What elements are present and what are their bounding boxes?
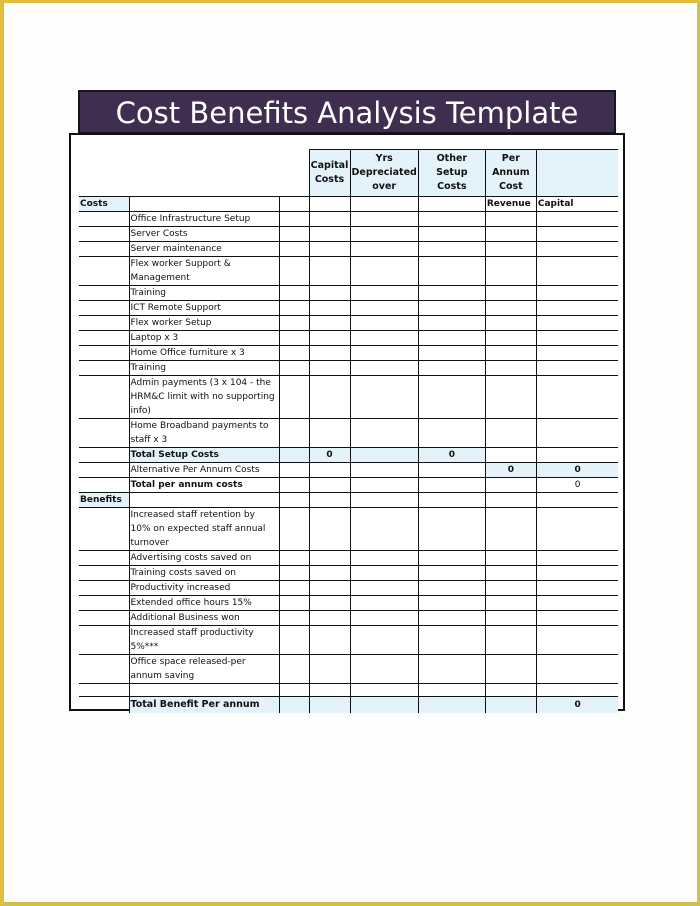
cell[interactable] <box>309 419 350 448</box>
cell <box>350 197 418 212</box>
cell <box>79 508 129 551</box>
cell <box>79 655 129 684</box>
cell[interactable] <box>279 419 309 448</box>
cost-item[interactable]: Training <box>129 286 279 301</box>
cell[interactable] <box>309 551 350 566</box>
cell[interactable] <box>350 346 418 361</box>
total-benefit-capital: 0 <box>536 697 618 713</box>
page-title: Cost Benefits Analysis Template <box>78 90 616 134</box>
cost-item[interactable]: Laptop x 3 <box>129 331 279 346</box>
header-blank <box>536 150 618 197</box>
subheader-revenue: Revenue <box>485 197 536 212</box>
cell[interactable] <box>309 566 350 581</box>
table-row <box>79 684 618 697</box>
cell <box>79 331 129 346</box>
cell[interactable] <box>309 611 350 626</box>
cell[interactable] <box>418 227 485 242</box>
cell[interactable] <box>418 212 485 227</box>
cost-item[interactable]: Office Infrastructure Setup <box>129 212 279 227</box>
cell <box>79 626 129 655</box>
cost-item[interactable]: Home Broadband payments to staff x 3 <box>129 419 279 448</box>
cell[interactable] <box>309 508 350 551</box>
cell[interactable] <box>279 463 309 478</box>
cell[interactable] <box>418 566 485 581</box>
cell[interactable] <box>418 463 485 478</box>
cell <box>79 419 129 448</box>
cell <box>79 697 129 713</box>
cell <box>79 611 129 626</box>
header-other-setup-costs: Other Setup Costs <box>418 150 485 197</box>
table-row <box>79 361 618 376</box>
table-row <box>79 212 618 227</box>
cell[interactable] <box>350 419 418 448</box>
cell <box>79 316 129 331</box>
benefit-item[interactable]: Training costs saved on <box>129 566 279 581</box>
cell[interactable] <box>418 346 485 361</box>
cell[interactable] <box>485 286 536 301</box>
blank-cell <box>79 150 129 197</box>
cost-item[interactable]: Home Office furniture x 3 <box>129 346 279 361</box>
cell[interactable] <box>350 242 418 257</box>
cell[interactable] <box>309 316 350 331</box>
total-benefit-label: Total Benefit Per annum <box>129 697 279 713</box>
table-row <box>79 257 618 286</box>
cell[interactable] <box>350 376 418 419</box>
cell[interactable] <box>350 626 418 655</box>
cell[interactable] <box>485 301 536 316</box>
cell[interactable] <box>418 316 485 331</box>
total-benefit-row <box>79 697 618 713</box>
total-per-annum-row <box>79 478 618 493</box>
cell <box>350 493 418 508</box>
cell <box>418 493 485 508</box>
cost-item[interactable]: Server maintenance <box>129 242 279 257</box>
cell[interactable] <box>536 596 618 611</box>
subheader-capital: Capital <box>536 197 618 212</box>
cell[interactable] <box>418 551 485 566</box>
cell[interactable] <box>536 346 618 361</box>
cell <box>79 257 129 286</box>
cell[interactable] <box>418 286 485 301</box>
cell[interactable] <box>485 419 536 448</box>
cell[interactable] <box>350 331 418 346</box>
table-row <box>79 566 618 581</box>
cell <box>485 697 536 713</box>
table-row <box>79 596 618 611</box>
cell[interactable] <box>309 684 350 697</box>
cell[interactable] <box>279 566 309 581</box>
cell <box>129 197 279 212</box>
cell <box>79 361 129 376</box>
cell[interactable] <box>350 361 418 376</box>
cell[interactable] <box>485 227 536 242</box>
cell[interactable] <box>536 581 618 596</box>
cell <box>536 493 618 508</box>
cell[interactable] <box>536 684 618 697</box>
total-setup-capital-costs: 0 <box>309 448 350 463</box>
cell[interactable] <box>279 331 309 346</box>
cell[interactable] <box>536 508 618 551</box>
cell[interactable] <box>279 596 309 611</box>
cell[interactable] <box>279 626 309 655</box>
cell[interactable] <box>485 331 536 346</box>
cell[interactable] <box>309 301 350 316</box>
header-yrs-depreciated: Yrs Depreciated over <box>350 150 418 197</box>
cell <box>79 684 129 697</box>
cell[interactable] <box>350 316 418 331</box>
cost-item[interactable]: Flex worker Setup <box>129 316 279 331</box>
cell <box>485 493 536 508</box>
cell[interactable] <box>279 286 309 301</box>
cell[interactable] <box>309 596 350 611</box>
cell[interactable] <box>279 346 309 361</box>
alternative-per-annum-row <box>79 463 618 478</box>
cell[interactable] <box>418 508 485 551</box>
header-per-annum-cost: Per Annum Cost <box>485 150 536 197</box>
cell <box>79 551 129 566</box>
alternative-per-annum-label: Alternative Per Annum Costs <box>129 463 279 478</box>
table-row <box>79 301 618 316</box>
cell[interactable] <box>279 301 309 316</box>
cell[interactable] <box>418 376 485 419</box>
cell[interactable] <box>279 581 309 596</box>
cell[interactable] <box>279 508 309 551</box>
cell[interactable] <box>485 655 536 684</box>
benefit-item[interactable]: Advertising costs saved on <box>129 551 279 566</box>
cell <box>79 478 129 493</box>
cell[interactable] <box>485 361 536 376</box>
cell[interactable] <box>279 611 309 626</box>
cell <box>485 478 536 493</box>
cell <box>350 697 418 713</box>
cell[interactable] <box>418 655 485 684</box>
cell <box>309 697 350 713</box>
total-per-annum-capital: 0 <box>536 478 618 493</box>
blank-cell <box>279 150 309 197</box>
cell[interactable] <box>485 566 536 581</box>
cell[interactable] <box>350 611 418 626</box>
table-row <box>79 581 618 596</box>
cell[interactable] <box>536 257 618 286</box>
cell <box>79 566 129 581</box>
total-setup-label: Total Setup Costs <box>129 448 279 463</box>
cell[interactable] <box>418 257 485 286</box>
cell[interactable] <box>536 212 618 227</box>
cell[interactable] <box>279 257 309 286</box>
alternative-per-annum-capital: 0 <box>536 463 618 478</box>
cell <box>309 478 350 493</box>
cell[interactable] <box>536 242 618 257</box>
table-row <box>79 316 618 331</box>
table-row <box>79 346 618 361</box>
cell <box>79 346 129 361</box>
cell[interactable] <box>309 331 350 346</box>
cell <box>279 478 309 493</box>
cell[interactable] <box>279 684 309 697</box>
cell[interactable] <box>350 551 418 566</box>
cell[interactable] <box>536 301 618 316</box>
table-row <box>79 242 618 257</box>
cell[interactable] <box>350 581 418 596</box>
cell[interactable] <box>350 463 418 478</box>
cell <box>79 596 129 611</box>
cell[interactable] <box>418 301 485 316</box>
table-row <box>79 419 618 448</box>
header-capital-costs: Capital Costs <box>309 150 350 197</box>
cell[interactable] <box>485 626 536 655</box>
cell[interactable] <box>536 419 618 448</box>
cell <box>279 448 309 463</box>
cell[interactable] <box>485 346 536 361</box>
cell[interactable] <box>536 655 618 684</box>
cell[interactable] <box>279 361 309 376</box>
table-row <box>79 331 618 346</box>
cell[interactable] <box>418 626 485 655</box>
cell[interactable] <box>309 227 350 242</box>
cell[interactable] <box>279 551 309 566</box>
cell[interactable] <box>279 655 309 684</box>
cell[interactable] <box>485 596 536 611</box>
cell[interactable] <box>350 655 418 684</box>
cell[interactable] <box>536 611 618 626</box>
cell[interactable] <box>536 551 618 566</box>
table-row <box>79 655 618 684</box>
cell[interactable] <box>485 581 536 596</box>
cell[interactable] <box>485 376 536 419</box>
cell[interactable] <box>309 376 350 419</box>
cell[interactable] <box>279 242 309 257</box>
cell[interactable] <box>418 611 485 626</box>
alternative-per-annum-revenue: 0 <box>485 463 536 478</box>
cell[interactable] <box>350 286 418 301</box>
section-label-costs: Costs <box>79 197 129 212</box>
cell <box>279 197 309 212</box>
cell[interactable] <box>418 331 485 346</box>
cell[interactable] <box>418 596 485 611</box>
cell[interactable] <box>485 242 536 257</box>
cell <box>350 478 418 493</box>
cell[interactable] <box>350 508 418 551</box>
total-setup-other-costs: 0 <box>418 448 485 463</box>
total-setup-row <box>79 448 618 463</box>
cost-item[interactable]: Server Costs <box>129 227 279 242</box>
cell[interactable] <box>309 361 350 376</box>
cell <box>79 448 129 463</box>
cell[interactable] <box>485 212 536 227</box>
cell[interactable] <box>350 227 418 242</box>
cost-item[interactable]: Training <box>129 361 279 376</box>
cell[interactable] <box>485 508 536 551</box>
cell <box>350 448 418 463</box>
cell <box>79 301 129 316</box>
cell[interactable] <box>536 227 618 242</box>
cell[interactable] <box>536 626 618 655</box>
cell[interactable] <box>279 212 309 227</box>
cell <box>79 376 129 419</box>
cell[interactable] <box>350 596 418 611</box>
cell[interactable] <box>485 257 536 286</box>
cell[interactable] <box>309 212 350 227</box>
table-row <box>79 286 618 301</box>
cell[interactable] <box>309 581 350 596</box>
cell[interactable] <box>350 301 418 316</box>
cell[interactable] <box>536 316 618 331</box>
cell[interactable] <box>418 361 485 376</box>
cost-benefit-sheet <box>69 133 625 711</box>
cell <box>279 697 309 713</box>
cell[interactable] <box>485 611 536 626</box>
cell <box>418 197 485 212</box>
cell[interactable] <box>350 212 418 227</box>
cost-item[interactable]: Admin payments (3 x 104 - the HRM&C limit with no supporting info) <box>129 376 279 419</box>
cell[interactable] <box>309 286 350 301</box>
cell <box>79 463 129 478</box>
benefit-item[interactable]: Office space released-per annum saving <box>129 655 279 684</box>
table-row <box>79 227 618 242</box>
cell[interactable] <box>279 376 309 419</box>
cell[interactable] <box>485 316 536 331</box>
cell[interactable] <box>279 316 309 331</box>
cell[interactable] <box>418 684 485 697</box>
cell[interactable] <box>279 227 309 242</box>
cell[interactable] <box>485 551 536 566</box>
table-row <box>79 376 618 419</box>
table-row <box>79 551 618 566</box>
benefit-item[interactable]: Increased staff retention by 10% on expected staff annual turnover <box>129 508 279 551</box>
benefit-item[interactable]: Additional Business won <box>129 611 279 626</box>
cell <box>79 212 129 227</box>
benefit-item[interactable]: Increased staff productivity 5%*** <box>129 626 279 655</box>
cell[interactable] <box>129 684 279 697</box>
cell[interactable] <box>350 566 418 581</box>
cell[interactable] <box>309 257 350 286</box>
cost-item[interactable]: Flex worker Support & Management <box>129 257 279 286</box>
table-row <box>79 508 618 551</box>
cell[interactable] <box>536 566 618 581</box>
cell <box>418 478 485 493</box>
table-row <box>79 611 618 626</box>
cell[interactable] <box>418 242 485 257</box>
cell[interactable] <box>350 257 418 286</box>
cell[interactable] <box>536 286 618 301</box>
cell[interactable] <box>309 626 350 655</box>
cell <box>79 581 129 596</box>
cost-item[interactable]: ICT Remote Support <box>129 301 279 316</box>
cell[interactable] <box>536 331 618 346</box>
cell[interactable] <box>309 655 350 684</box>
section-label-benefits: Benefits <box>79 493 129 508</box>
cell <box>485 448 536 463</box>
cell <box>129 493 279 508</box>
cell[interactable] <box>536 376 618 419</box>
cost-benefit-table <box>79 149 618 713</box>
cell <box>79 286 129 301</box>
cell[interactable] <box>309 242 350 257</box>
benefit-item[interactable]: Extended office hours 15% <box>129 596 279 611</box>
cell[interactable] <box>309 463 350 478</box>
cell[interactable] <box>485 684 536 697</box>
cell <box>418 697 485 713</box>
cell <box>79 227 129 242</box>
cell <box>79 242 129 257</box>
table-row <box>79 626 618 655</box>
cell[interactable] <box>309 346 350 361</box>
cell[interactable] <box>418 581 485 596</box>
cell <box>309 197 350 212</box>
total-per-annum-label: Total per annum costs <box>129 478 279 493</box>
cell <box>279 493 309 508</box>
benefit-item[interactable]: Productivity increased <box>129 581 279 596</box>
cell[interactable] <box>418 419 485 448</box>
blank-cell <box>129 150 279 197</box>
cell[interactable] <box>350 684 418 697</box>
cell[interactable] <box>536 361 618 376</box>
cell <box>309 493 350 508</box>
cell <box>536 448 618 463</box>
